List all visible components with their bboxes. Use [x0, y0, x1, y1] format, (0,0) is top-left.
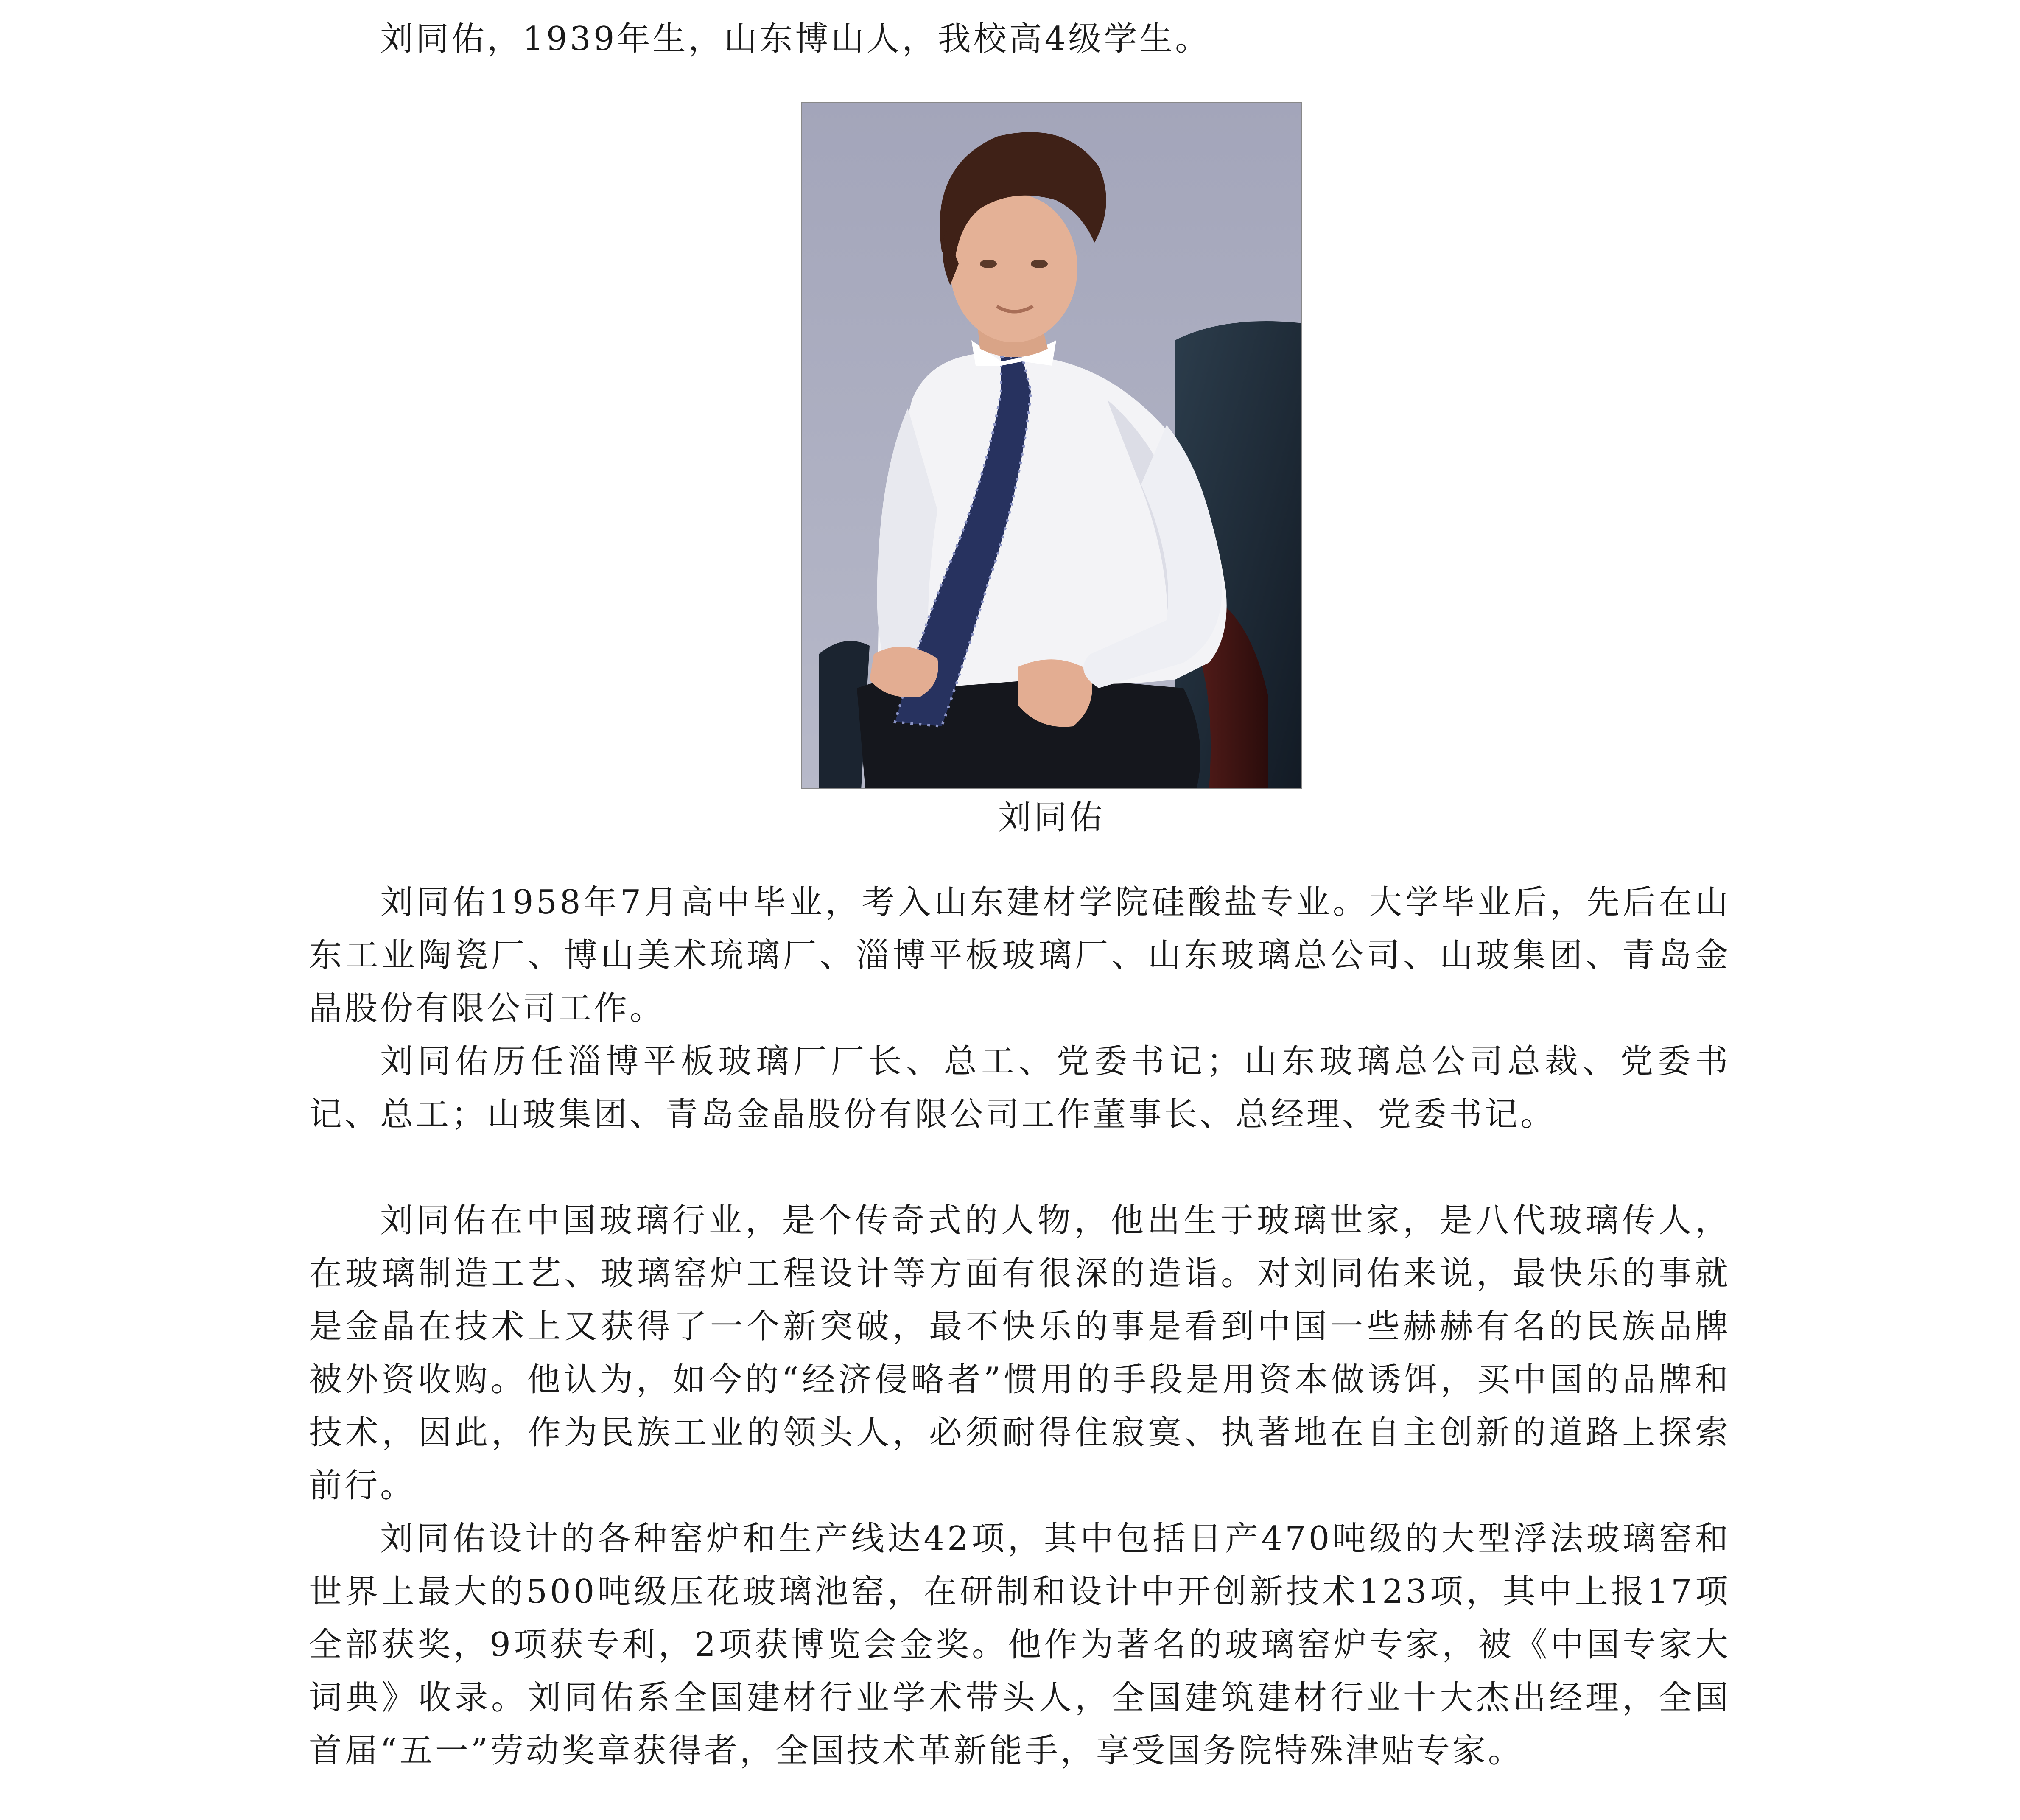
portrait-photo: [801, 102, 1302, 789]
body-paragraph: 刘同佑历任淄博平板玻璃厂厂长、总工、党委书记；山东玻璃总公司总裁、党委书记、总工；山玻集团、青岛金晶股份有限公司工作董事长、总经理、党委书记。: [309, 1042, 1731, 1134]
figure-caption: 刘同佑: [998, 798, 1105, 837]
body-paragraph: 刘同佑设计的各种窑炉和生产线达42项，其中包括日产470吨级的大型浮法玻璃窑和世界上最大的500吨级压花玻璃池窑，在研制和设计中开创新技术123项，其中上报17项全部获奖，9项获专利，2项获博览会金奖。他作为著名的玻璃窑炉专家，被《中国专家大词典》收录。刘同佑系全国建材行业学术带头人，全国建筑建材行业十大杰出经理，全国首届“五一”劳动奖章获得者，全国技术革新能手，享受国务院特殊津贴专家。: [309, 1520, 1731, 1770]
portrait-figure: [801, 102, 1302, 789]
intro-paragraph: 刘同佑，1939年生，山东博山人，我校高4级学生。: [380, 20, 1211, 58]
body-paragraph: 刘同佑在中国玻璃行业，是个传奇式的人物，他出生于玻璃世家，是八代玻璃传人，在玻璃制造工艺、玻璃窑炉工程设计等方面有很深的造诣。对刘同佑来说，最快乐的事就是金晶在技术上又获得了一个新突破，最不快乐的事是看到中国一些赫赫有名的民族品牌被外资收购。他认为，如今的“经济侵略者”惯用的手段是用资本做诱饵，买中国的品牌和技术，因此，作为民族工业的领头人，必须耐得住寂寞、执著地在自主创新的道路上探索前行。: [309, 1201, 1731, 1505]
body-paragraph: 刘同佑1958年7月高中毕业，考入山东建材学院硅酸盐专业。大学毕业后，先后在山东工业陶瓷厂、博山美术琉璃厂、淄博平板玻璃厂、山东玻璃总公司、山玻集团、青岛金晶股份有限公司工作。: [309, 883, 1731, 1028]
